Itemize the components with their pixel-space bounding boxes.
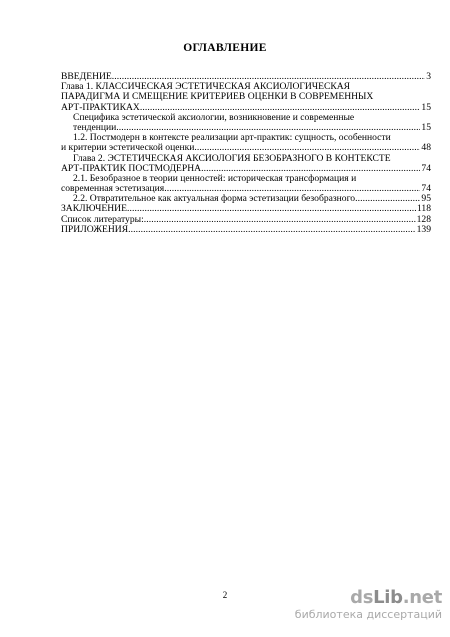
toc-leader-dots (128, 225, 416, 235)
toc-entry-page: 15 (421, 122, 431, 133)
toc-entry-section-2-1-line-1[interactable]: 2.1. Безобразное в теории ценностей: историческая трансформация и (73, 173, 357, 184)
toc-entry-text: ВВЕДЕНИЕ (61, 72, 112, 82)
toc-entry-appendices[interactable] (61, 225, 431, 235)
toc-leader-dots (140, 103, 421, 113)
toc-entry-page: 139 (416, 224, 431, 235)
toc-entry-page: 95 (421, 194, 431, 205)
toc-entry-chapter-1-line-3[interactable] (61, 103, 431, 113)
page-title: ОГЛАВЛЕНИЕ (183, 42, 267, 54)
table-of-contents (61, 72, 431, 235)
toc-entry-text: современная эстетизация (61, 184, 165, 195)
toc-entry-page: 74 (421, 163, 431, 174)
toc-leader-dots (112, 72, 425, 82)
toc-leader-dots (144, 215, 416, 225)
dslib-logo (295, 588, 442, 608)
toc-entry-text: ЗАКЛЮЧЕНИЕ (61, 204, 127, 215)
toc-entry-section-2-1-line-2[interactable] (61, 184, 431, 194)
toc-entry-page: 118 (416, 204, 431, 215)
toc-entry-section-1-1-line-1[interactable]: Специфика эстетической аксиологии, возникновение и современные (73, 112, 355, 123)
toc-entry-text: Список литературы: (61, 214, 144, 225)
toc-entry-chapter-1-line-2[interactable]: ПАРАДИГМА И СМЕЩЕНИЕ КРИТЕРИЕВ ОЦЕНКИ В СОВРЕМЕННЫХ (61, 92, 374, 103)
toc-leader-dots (164, 184, 420, 194)
toc-entry-text: ПРИЛОЖЕНИЯ (61, 224, 129, 235)
toc-entry-chapter-2-line-2[interactable] (61, 164, 431, 174)
toc-entry-chapter-2-line-1[interactable]: Глава 2. ЭСТЕТИЧЕСКАЯ АКСИОЛОГИЯ БЕЗОБРАЗНОГО В КОНТЕКСТЕ (73, 153, 391, 164)
toc-leader-dots (355, 194, 420, 204)
toc-entry-section-1-1-line-2[interactable] (61, 123, 431, 133)
toc-entry-page: 15 (421, 102, 431, 113)
toc-entry-text: 2.2. Отвратительное как актуальная форма эстетизации безобразного (73, 194, 356, 205)
toc-entry-page: 74 (421, 184, 431, 195)
toc-entry-page: 128 (416, 214, 431, 225)
toc-entry-section-1-2-line-2[interactable] (61, 143, 431, 153)
toc-entry-section-1-2-line-1[interactable]: 1.2. Постмодерн в контексте реализации арт-практик: сущность, особенности (73, 133, 391, 144)
page-number: 2 (222, 590, 228, 600)
watermark-subtitle: библиотека диссертаций (294, 608, 442, 621)
toc-entry-text: АРТ-ПРАКТИК ПОСТМОДЕРНА (61, 163, 202, 174)
toc-entry-page: 3 (426, 72, 431, 82)
toc-entry-bibliography[interactable] (61, 215, 431, 225)
toc-leader-dots (116, 123, 420, 133)
toc-entry-section-2-2[interactable] (61, 194, 431, 204)
toc-entry-introduction[interactable] (61, 72, 431, 82)
logo-part-lib: Lib (373, 587, 403, 608)
toc-leader-dots (201, 164, 420, 174)
toc-entry-text: АРТ-ПРАКТИКАХ (61, 102, 140, 113)
toc-entry-page: 48 (421, 143, 431, 154)
toc-entry-conclusion[interactable] (61, 204, 431, 214)
toc-leader-dots (127, 204, 416, 214)
toc-entry-text: и критерии эстетической оценки (61, 143, 195, 154)
toc-entry-text: тенденции (73, 122, 117, 133)
logo-part-ds: ds (350, 587, 374, 608)
toc-leader-dots (194, 143, 420, 153)
dslib-watermark (295, 588, 442, 621)
logo-part-net: .net (402, 587, 442, 608)
toc-entry-chapter-1-line-1[interactable]: Глава 1. КЛАССИЧЕСКАЯ ЭСТЕТИЧЕСКАЯ АКСИОЛОГИЧЕСКАЯ (61, 82, 351, 93)
